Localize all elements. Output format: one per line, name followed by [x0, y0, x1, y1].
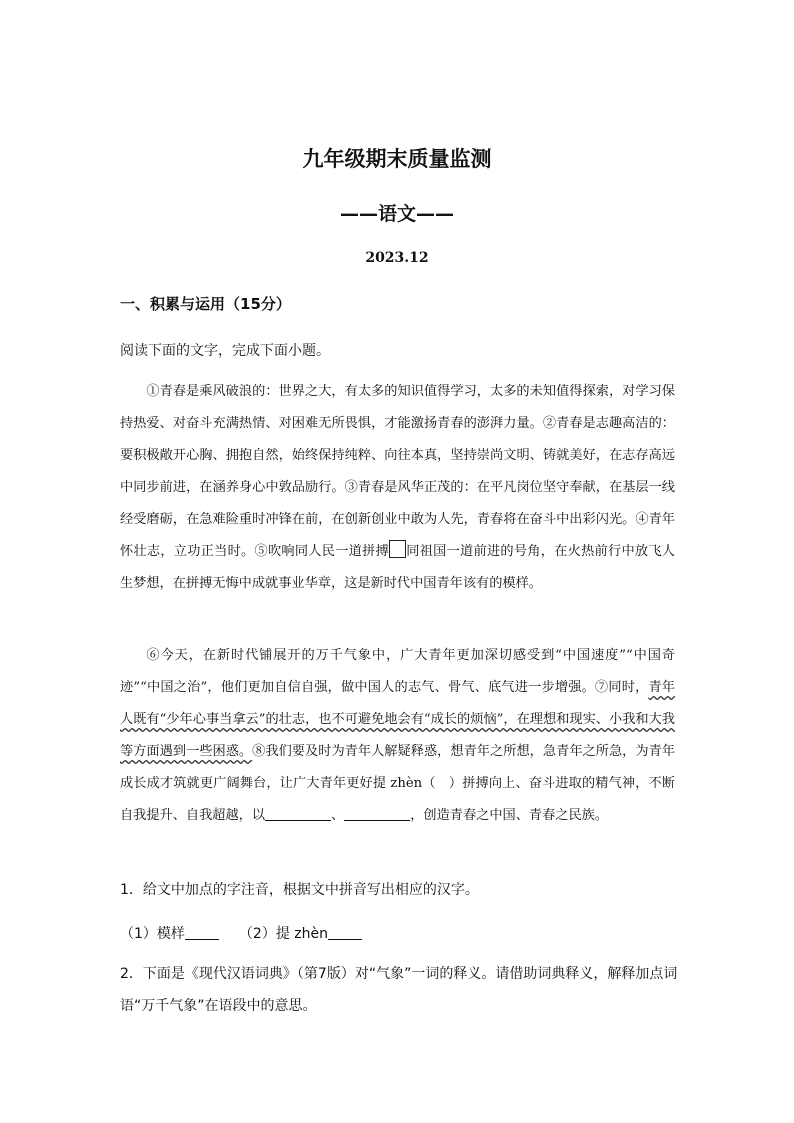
- separator: 、: [331, 808, 345, 823]
- subject-title: ——语文——: [339, 203, 454, 225]
- q1-part-2: （2）提 zhèn: [238, 926, 328, 942]
- q1-part-1: （1）模样: [120, 926, 185, 942]
- section-heading: 一、积累与运用（15分）: [120, 295, 291, 313]
- fill-blank-2[interactable]: [344, 806, 410, 821]
- question-1-parts: [120, 918, 680, 950]
- passage-text: 拼搏向上、奋斗进取的精气神，不断自我提升、自我超越，以: [120, 776, 676, 823]
- answer-box[interactable]: [389, 540, 406, 558]
- passage-text: ①青春是乘风破浪的：世界之大，有太多的知识值得学习，太多的未知值得探索，对学习保持热爱、对奋斗充满热情、对困难无所畏惧，才能激扬青春的澎湃力量。②青春是志趣高洁的：要积极敞开心胸、拥抱自然，始终保持纯粹、向往本真，坚持崇尚文明、铸就美好，在志存高远中同步前进，在涵养身心中敦品励行。③青春是风华正茂的：在平凡岗位坚守奉献，在基层一线经受磨砺，在急难险重时冲锋在前，在创新创业中敢为人先，青春将在奋斗中出彩闪光。④青年怀壮志，立功正当时。⑤吹响同人民一道拼搏: [120, 384, 675, 559]
- question-1: 1．给文中加点的字注音，根据文中拼音写出相应的汉字。: [120, 882, 479, 898]
- passage-paragraph-2: [120, 640, 675, 832]
- passage-text: ，创造青春之中国、青春之民族。: [410, 808, 609, 823]
- passage-text: 同祖国一道前进的号角，在火热前行中放飞人生梦想，在拼搏无悔中成就事业华章，这是新时代中国青年该有的模样。: [120, 544, 675, 591]
- passage-paragraph-1: [120, 376, 675, 600]
- passage-text: ⑥今天，在新时代铺展开的万千气象中，广大青年更加深切感受到“中国速度”“中国奇迹”“中国之治”，他们更加自信自强，做中国人的志气、骨气、底气进一步增强。⑦同时，: [120, 648, 675, 695]
- underlined-sentence: 青年人既有“少年心事当拿云”的壮志，也不可避免地会有“成长的烦恼”，在理想和现实、小我和大我等方面遇到一些困惑。: [120, 680, 675, 759]
- fill-blank-1[interactable]: [265, 806, 331, 821]
- exam-date: 2023.12: [365, 250, 429, 266]
- q1-answer-blank-2[interactable]: [328, 926, 362, 940]
- question-2: 2．下面是《现代汉语词典》（第7版）对“气象”一词的释义。请借助词典释义，解释加点词语“万千气象”在语段中的意思。: [120, 966, 678, 1014]
- answer-paren[interactable]: （ ）: [422, 776, 463, 791]
- q1-answer-blank-1[interactable]: [185, 926, 219, 940]
- passage-text: ⑧我们要及时为青年人解疑释惑，想青年之所想，急青年之所急，为青年成长成才筑就更广阔舞台，让广大青年更好提 zhèn: [120, 744, 676, 791]
- exam-title: 九年级期末质量监测: [302, 147, 492, 171]
- reading-instruction: 阅读下面的文字，完成下面小题。: [120, 343, 330, 359]
